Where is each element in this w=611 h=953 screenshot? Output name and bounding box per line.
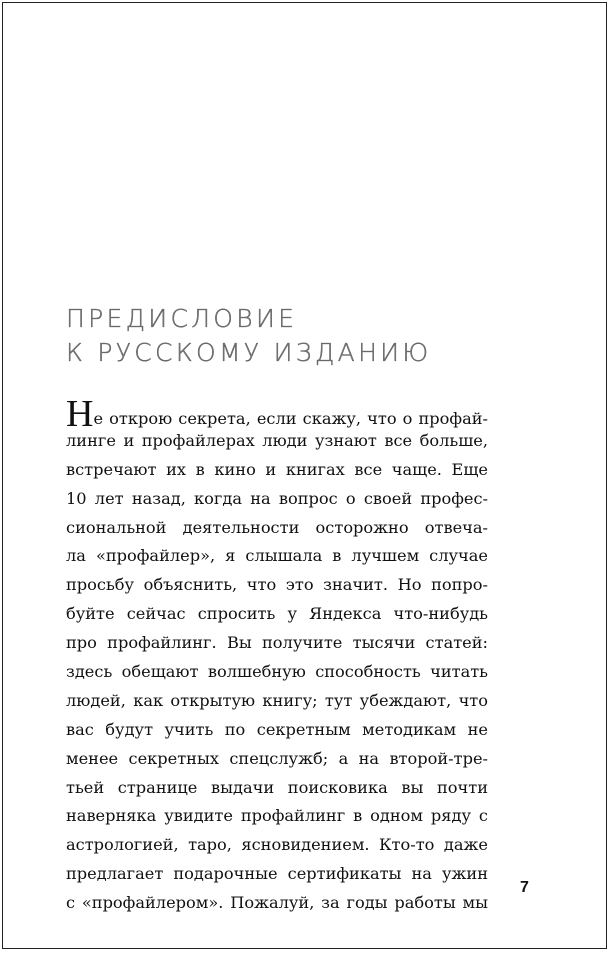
- heading-line-1: ПРЕДИСЛОВИЕ: [66, 304, 298, 333]
- text-line: про профайлинг. Вы получите тысячи статей:: [66, 633, 488, 653]
- text-line: тьей странице выдачи поисковика вы почти: [66, 777, 488, 797]
- heading-line-2: К РУССКОМУ ИЗДАНИЮ: [66, 338, 432, 367]
- body-paragraph: [66, 393, 488, 918]
- text-line: ла «профайлер», я слышала в лучшем случае: [66, 546, 488, 566]
- text-line: предлагает подарочные сертификаты на ужин: [66, 864, 488, 884]
- text-line: людей, как открытую книгу; тут убеждают, что: [66, 690, 488, 710]
- chapter-heading: [66, 302, 431, 370]
- text-line: наверняка увидите профайлинг в одном ряду с: [66, 806, 488, 826]
- text-line: встречают их в кино и книгах все чаще. Еще: [66, 459, 488, 479]
- drop-cap: Н: [66, 393, 94, 435]
- text-line: астрологией, таро, ясновидением. Кто-то даже: [66, 835, 488, 855]
- text-line: вас будут учить по секретным методикам не: [66, 719, 488, 739]
- text-line: [66, 393, 488, 435]
- text-line: менее секретных спецслужб; а на второй-тре-: [66, 748, 488, 768]
- book-page: [2, 2, 607, 949]
- text-line: просьбу объяснить, что это значит. Но попро-: [66, 575, 488, 595]
- text-line: сиональной деятельности осторожно отвеча-: [66, 517, 488, 537]
- text-line: здесь обещают волшебную способность читать: [66, 662, 488, 682]
- first-line-text: е открою секрета, если скажу, что о профай-: [93, 409, 488, 428]
- page-number: 7: [520, 879, 529, 896]
- text-line: с «профайлером». Пожалуй, за годы работы мы: [66, 893, 488, 913]
- text-line: линге и профайлерах люди узнают все больше,: [66, 430, 488, 450]
- text-line: 10 лет назад, когда на вопрос о своей профес-: [66, 488, 488, 508]
- text-line: буйте сейчас спросить у Яндекса что-нибудь: [66, 604, 488, 624]
